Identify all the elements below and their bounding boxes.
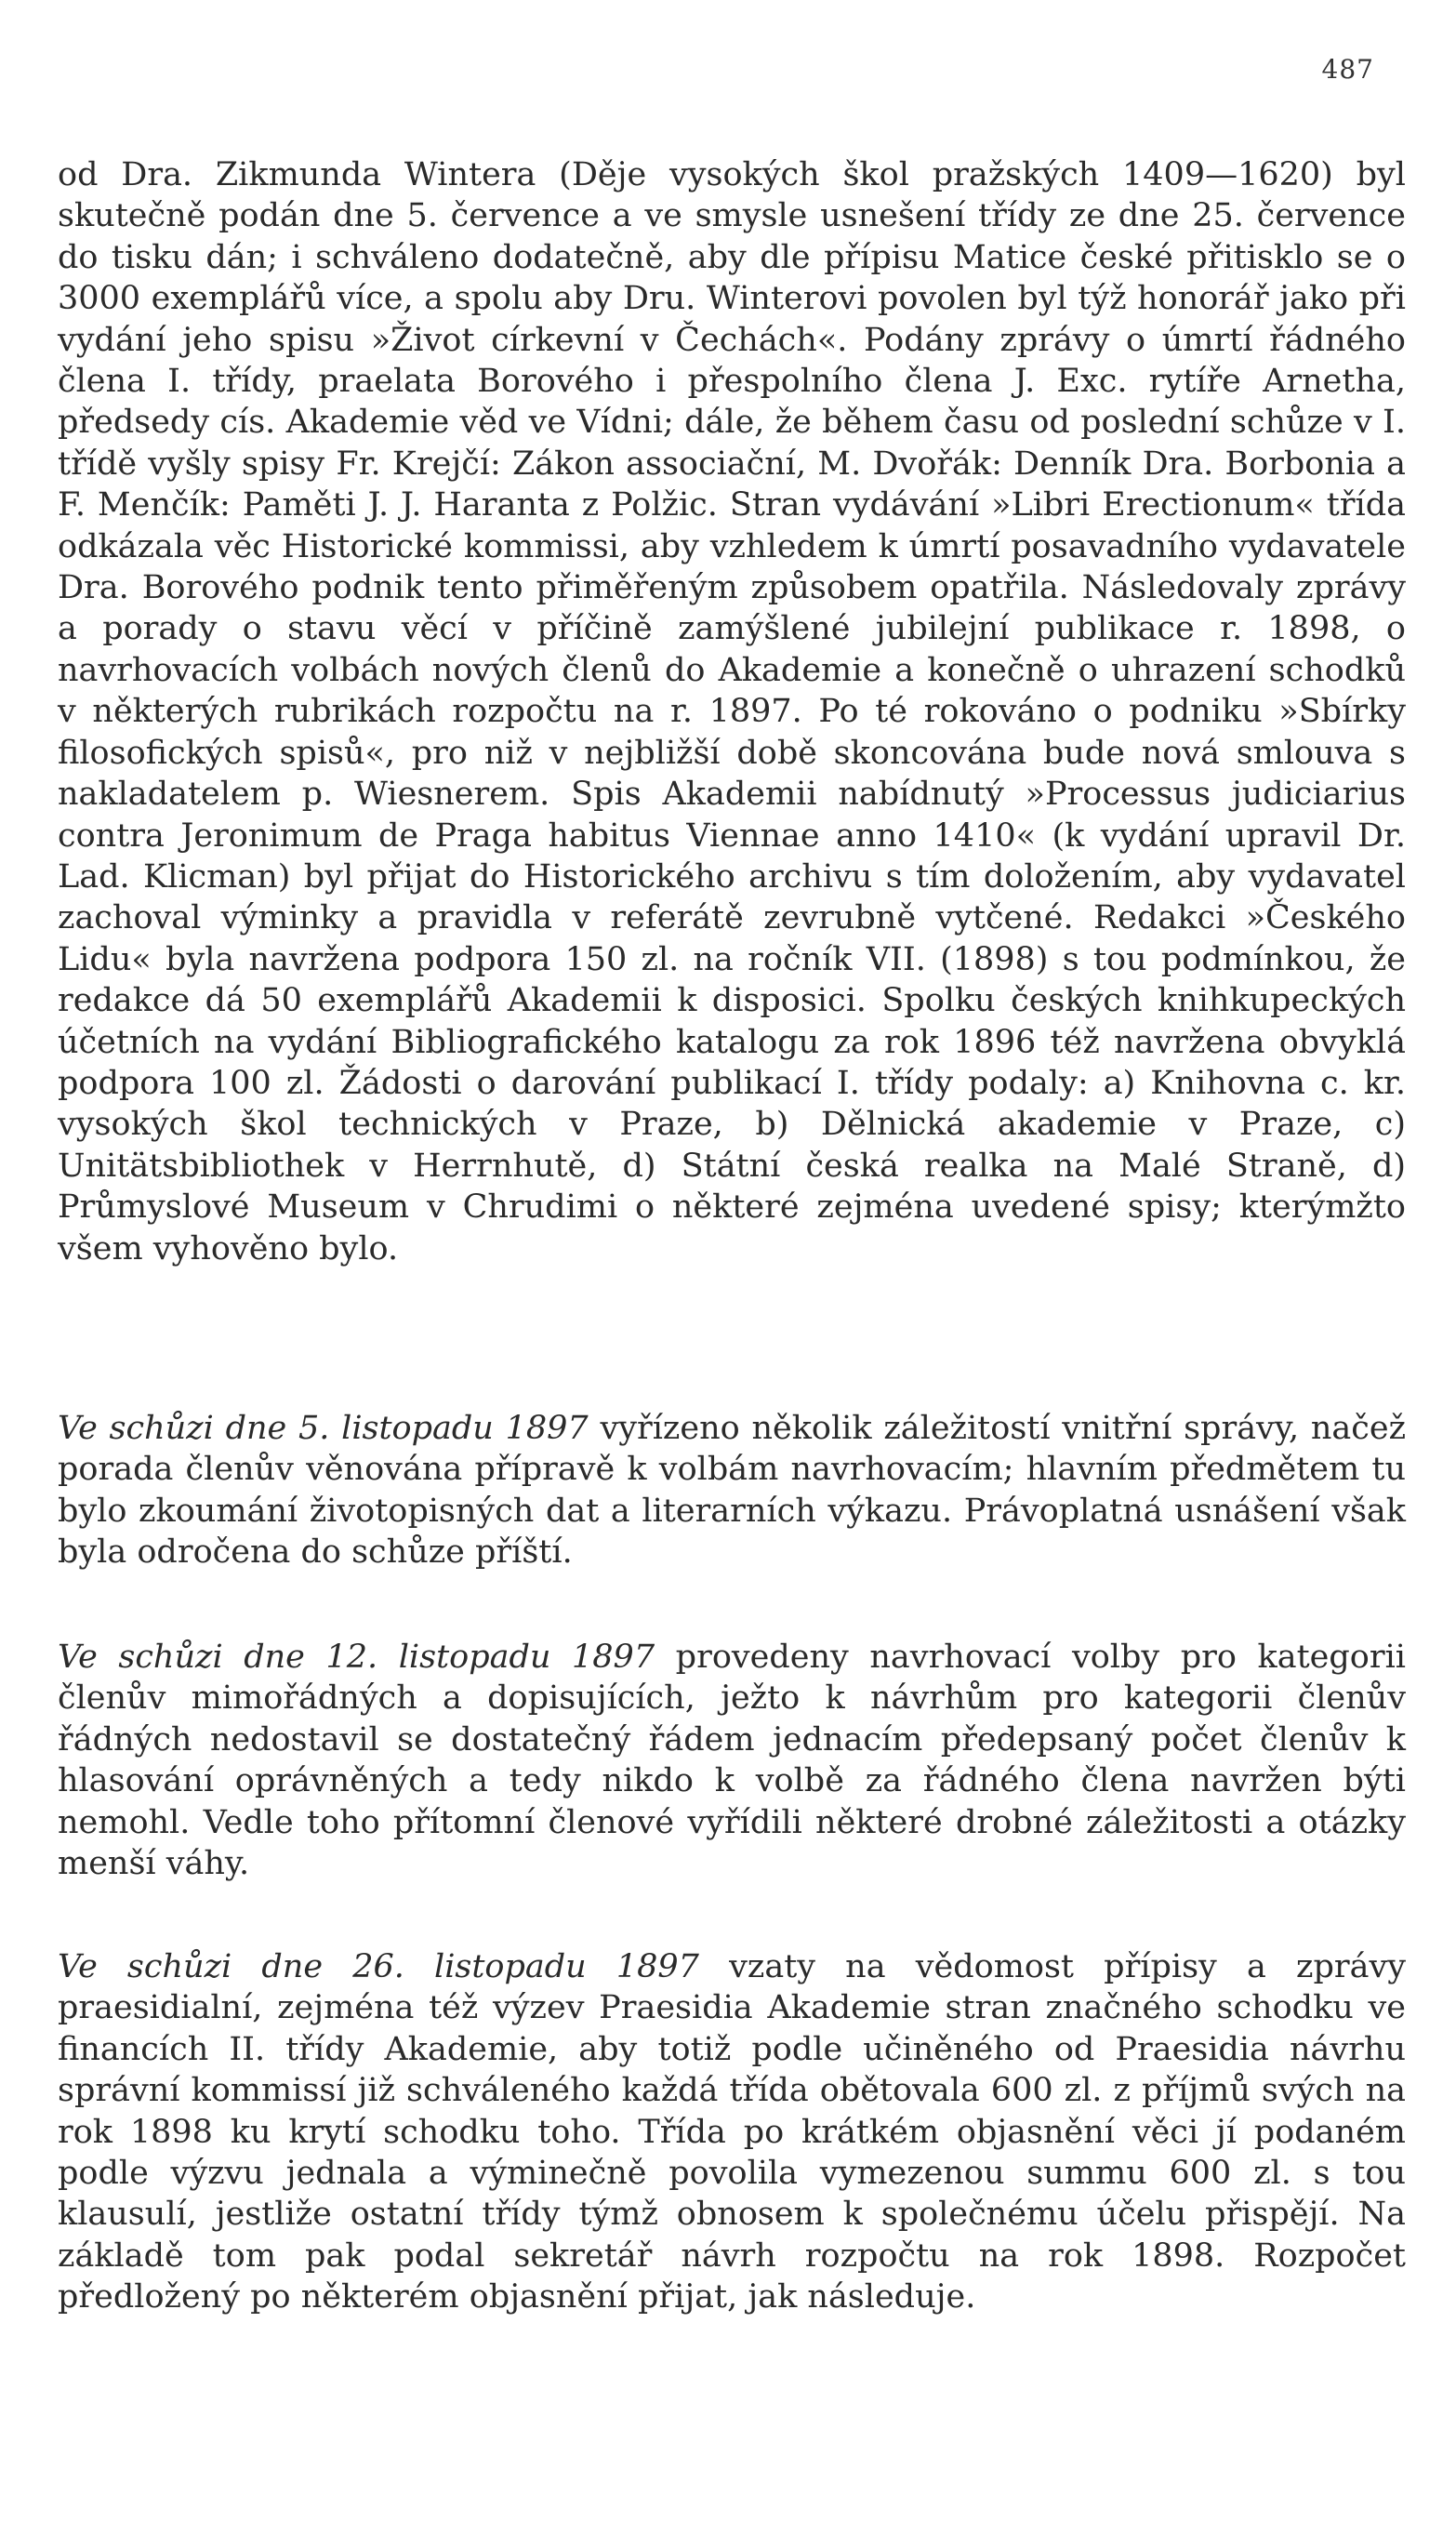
paragraph-3-text [58, 1637, 1406, 1884]
session-date-lead: Ve schůzi dne 26. listopadu 1897 [58, 1948, 699, 1985]
paragraph-4-text [58, 1946, 1406, 2318]
paragraph-2-body: vyřízeno několik záležitostí vnitřní správy, načež porada členův věnována přípravě k volbám navrhovacím; hlavním předmětem tu bylo zkoumání životopisných dat a literarních výkazu. Právoplatná usnášení však byla odročena do schůze příští. [58, 1410, 1407, 1572]
paragraph-1-text: od Dra. Zikmunda Wintera (Děje vysokých škol pražských 1409—1620) byl skutečně podán dne 5. července a ve smysle usnešení třídy ze dne 25. července do tisku dán; i schváleno dodatečně, aby dle přípisu Matice české přitisklo se o 3000 exemplářů více, a spolu aby Dru. Winterovi povolen byl týž honorář jako při vydání jeho spisu »Život církevní v Čechách«. Podány zprávy o úmrtí řádného člena I. třídy, praelata Borového i přespolního člena J. Exc. rytíře Arnetha, předsedy cís. Akademie věd ve Vídni; dále, že během času od poslední schůze v I. třídě vyšly spisy Fr. Krejčí: Zákon associační, M. Dvořák: Denník Dra. Borbonia a F. Menčík: Paměti J. J. Haranta z Polžic. Stran vydávání »Libri Erectionum« třída odkázala věc Historické kommissi, aby vzhledem k úmrtí posavadního vydavatele Dra. Borového podnik tento přiměřeným způsobem opatřila. Následovaly zprávy a porady o stavu věcí v příčině zamýšlené jubilejní publikace r. 1898, o navrhovacích volbách nových členů do Akademie a konečně o uhrazení schodků v některých rubrikách rozpočtu na r. 1897. Po té rokováno o podniku »Sbírky filosofických spisů«, pro niž v nejbližší době skoncována bude nová smlouva s nakladatelem p. Wiesnerem. Spis Akademii nabídnutý »Processus judiciarius contra Jeronimum de Praga habitus Viennae anno 1410« (k vydání upravil Dr. Lad. Klicman) byl přijat do Historického archivu s tím doložením, aby vydavatel zachoval výminky a pravidla v referátě zevrubně vytčené. Redakci »Českého Lidu« byla navržena podpora 150 zl. na ročník VII. (1898) s tou podmínkou, že redakce dá 50 exemplářů Akademii k disposici. Spolku českých knihkupeckých účetních na vydání Bibliografického katalogu za rok 1896 též navržena obvyklá podpora 100 zl. Žádosti o darování publikací I. třídy podaly: a) Knihovna c. kr. vysokých škol technických v Praze, b) Dělnická akademie v Praze, c) Unitätsbibliothek v Herrnhutě, d) Státní česká realka na Malé Straně, d) Průmyslové Museum v Chrudimi o některé zejména uvedené spisy; kterýmžto všem vyhověno bylo. [58, 156, 1406, 1268]
session-date-lead: Ve schůzi dne 12. listopadu 1897 [58, 1639, 655, 1676]
page-number: 487 [1321, 54, 1374, 85]
paragraph-2 [58, 1408, 1406, 1573]
paragraph-3 [58, 1637, 1406, 1884]
paragraph-2-text [58, 1408, 1406, 1573]
paragraph-4-body: vzaty na vědomost přípisy a zprávy praesidialní, zejména též výzev Praesidia Akademie stran značného schodku ve financích II. třídy Akademie, aby totiž podle učiněného od Praesidia návrhu správní kommissí již schváleného každá třída obětovala 600 zl. z příjmů svých na rok 1898 ku krytí schodku toho. Třída po krátkém objasnění věci jí podaném podle výzvu jednala a výminečně povolila vymezenou summu 600 zl. s tou klausulí, jestliže ostatní třídy týmž obnosem k společnému účelu přispějí. Na základě tom pak podal sekretář návrh rozpočtu na rok 1898. Rozpočet předložený po některém objasnění přijat, jak následuje. [58, 1948, 1406, 2316]
session-date-lead: Ve schůzi dne 5. listopadu 1897 [58, 1410, 589, 1447]
paragraph-1 [58, 154, 1406, 1269]
paragraph-3-body: provedeny navrhovací volby pro kategorii členův mimořádných a dopisujících, ježto k návrhům pro kategorii členův řádných nedostavil se dostatečný řádem jednacím předepsaný počet členův k hlasování oprávněných a tedy nikdo k volbě za řádného člena navržen býti nemohl. Vedle toho přítomní členové vyřídili některé drobné záležitosti a otázky menší váhy. [58, 1639, 1406, 1883]
paragraph-4 [58, 1946, 1406, 2318]
